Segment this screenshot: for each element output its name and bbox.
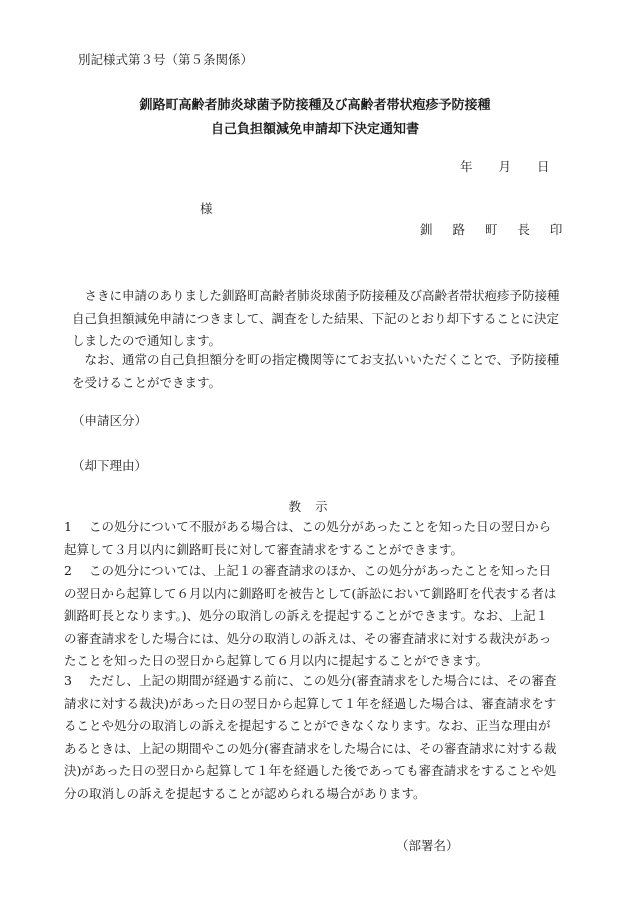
application-category-label: （申請区分）: [72, 413, 148, 428]
instruction-item: [64, 516, 558, 561]
instruction-heading: 教示: [288, 499, 342, 514]
date-month: 月: [498, 159, 512, 174]
instruction-item: [64, 560, 558, 673]
body-paragraph-2: なお、通常の自己負担額分を町の指定機関等にてお支払いいただくことで、予防接種を受けることができます。: [72, 352, 560, 390]
date-day: 日: [537, 159, 550, 174]
issuer-signature: 釧 路 町 長 印: [420, 222, 571, 237]
form-number-label: 別記様式第３号（第５条関係）: [78, 52, 254, 67]
rejection-reason-label: （却下理由）: [72, 458, 148, 473]
body-paragraph-1: さきに申請のありました釧路町高齢者肺炎球菌予防接種及び高齢者帯状疱疹予防接種自己負担額減免申請につきまして、調査をした結果、下記のとおり却下することに決定しましたので通知します。: [72, 288, 560, 348]
addressee-suffix: 様: [200, 201, 213, 216]
instruction-text: ただし、上記の期間が経過する前に、この処分(審査請求をした場合には、その審査請求に対する裁決)があった日の翌日から起算して１年を経過した場合は、審査請求をすることや処分の取消しの訴えを提起することができなくなります。なお、正当な理由があるときは、上記の期間やこの処分(審査請求をした場合には、その審査請求に対する裁決)があった日の翌日から起算して１年を経過した後であっても審査請求をすることや処分の取消しの訴えを提起することが認められる場合があります。: [64, 673, 557, 801]
instruction-text: この処分については、上記１の審査請求のほか、この処分があったことを知った日の翌日から起算して６月以内に釧路町を被告として(訴訟において釧路町を代表する者は釧路町長となります。)、処分の取消しの訴えを提起することができます。なお、上記１の審査請求をした場合には、処分の取消しの訴えは、その審査請求に対する裁決があったことを知った日の翌日から起算して６月以内に提起することができます。: [64, 563, 557, 668]
instruction-text: この処分について不服がある場合は、この処分があったことを知った日の翌日から起算して３月以内に釧路町長に対して審査請求をすることができます。: [64, 519, 552, 557]
department-label: （部署名）: [396, 838, 459, 853]
instruction-number: 3: [64, 673, 72, 688]
date-line: [460, 157, 550, 175]
document-title-line2: 自己負担額減免申請却下決定通知書: [210, 122, 419, 137]
date-year: 年: [460, 159, 473, 174]
instruction-number: 2: [64, 563, 72, 578]
document-title-line1: 釧路町高齢者肺炎球菌予防接種及び高齢者帯状疱疹予防接種: [139, 98, 491, 113]
instruction-item: [64, 670, 558, 805]
instruction-number: 1: [64, 519, 72, 534]
